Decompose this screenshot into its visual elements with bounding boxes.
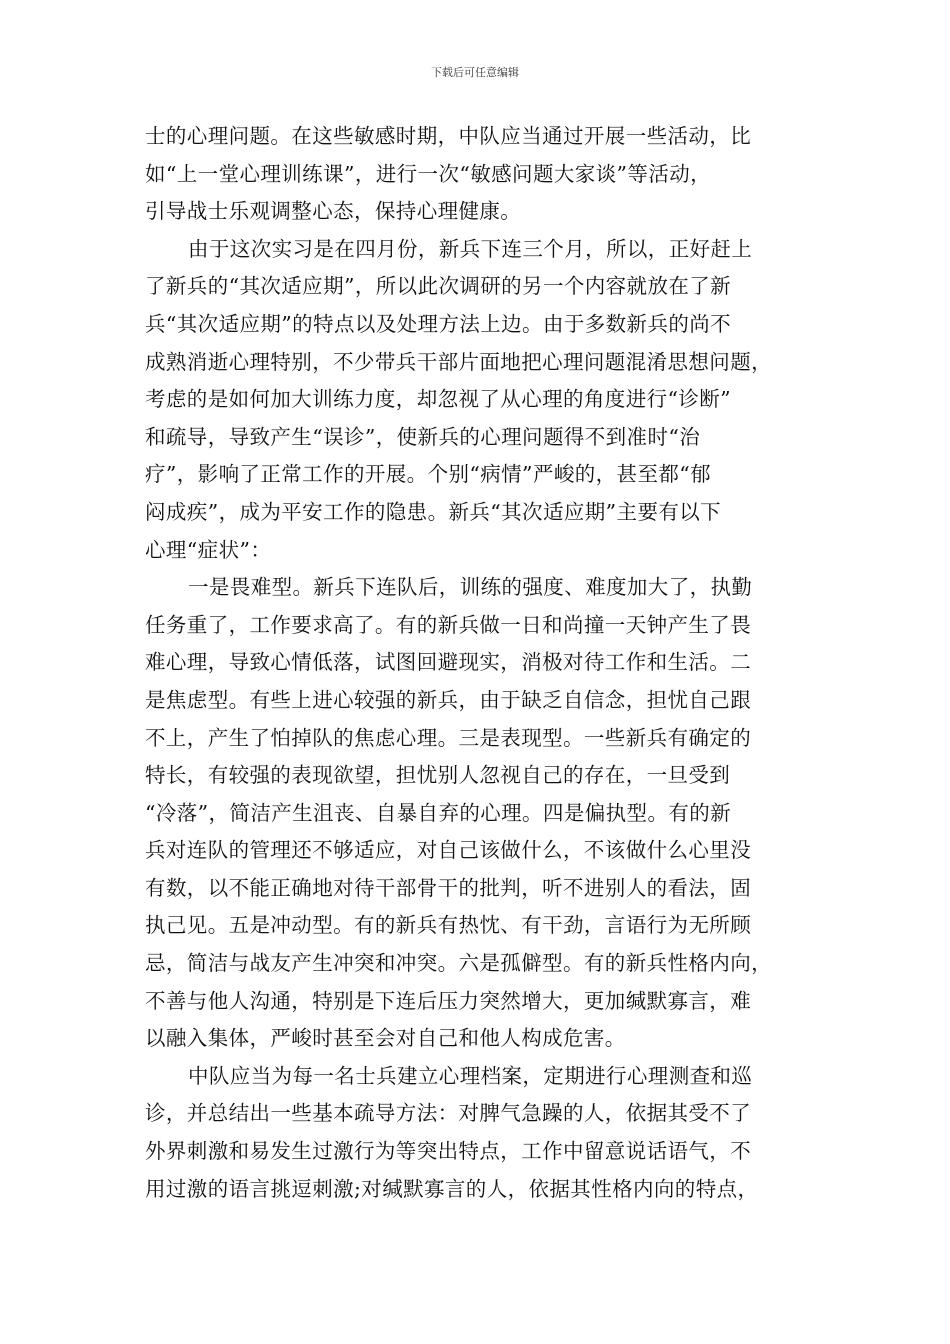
paragraph-line: 兵“其次适应期”的特点以及处理方法上边。由于多数新兵的尚不 [145,311,732,336]
paragraph-line: 不善与他人沟通，特别是下连后压力突然增大，更加缄默寡言，难 [145,988,752,1013]
paragraph-line: 难心理，导致心情低落，试图回避现实，消极对待工作和生活。二 [145,650,752,675]
paragraph-line: 引导战士乐观调整心态，保持心理健康。 [145,199,522,224]
paragraph-line: 闷成疾”，成为平安工作的隐患。新兵“其次适应期”主要有以下 [145,499,722,524]
paragraph-line: 不上，产生了怕掉队的焦虑心理。三是表现型。一些新兵有确定的 [145,725,752,750]
paragraph-line: 士的心理问题。在这些敏感时期，中队应当通过开展一些活动，比 [145,124,752,148]
paragraph-4 [145,1058,809,1208]
paragraph-line: 兵对连队的管理还不够适应，对自己该做什么，不该做什么心里没 [145,838,752,863]
paragraph-line: 外界刺激和易发生过激行为等突出特点，工作中留意说话语气，不 [145,1139,752,1164]
paragraph-line: 由于这次实习是在四月份，新兵下连三个月，所以，正好赶上 [188,236,753,261]
paragraph-line: 诊，并总结出一些基本疏导方法：对脾气急躁的人，依据其受不了 [145,1101,752,1126]
page-header-note: 下载后可任意编辑 [431,66,519,79]
paragraph-line: 以融入集体，严峻时甚至会对自己和他人构成危害。 [145,1026,626,1051]
paragraph-line: 成熟消逝心理特别，不少带兵干部片面地把心理问题混淆思想问题， [145,349,772,374]
paragraph-line: 如“上一堂心理训练课”，进行一次“敏感问题大家谈”等活动， [145,161,712,186]
paragraph-line: 一是畏难型。新兵下连队后，训练的强度、难度加大了，执勤 [188,575,753,600]
paragraph-3 [145,569,809,1058]
paragraph-line: 用过激的语言挑逗刺激;对缄默寡言的人，依据其性格内向的特点， [145,1176,759,1201]
paragraph-line: 疗”，影响了正常工作的开展。个别“病情”严峻的，甚至都“郁 [145,462,712,487]
paragraph-line: “冷落”，简洁产生沮丧、自暴自弃的心理。四是偏执型。有的新 [145,800,732,825]
paragraph-line: 中队应当为每一名士兵建立心理档案，定期进行心理测查和巡 [188,1063,753,1088]
document-body [145,118,809,1208]
paragraph-line: 有数，以不能正确地对待干部骨干的批判，听不进别人的看法，固 [145,875,752,900]
paragraph-line: 忌，简洁与战友产生冲突和冲突。六是孤僻型。有的新兵性格内向， [145,951,772,976]
paragraph-1 [145,118,809,231]
paragraph-line: 了新兵的“其次适应期”，所以此次调研的另一个内容就放在了新 [145,274,732,299]
paragraph-line: 考虑的是如何加大训练力度，却忽视了从心理的角度进行“诊断” [145,387,732,412]
paragraph-2 [145,231,809,569]
paragraph-line: 是焦虑型。有些上进心较强的新兵，由于缺乏自信念，担忧自己跟 [145,687,752,712]
paragraph-line: 任务重了，工作要求高了。有的新兵做一日和尚撞一天钟产生了畏 [145,612,752,637]
paragraph-line: 特长，有较强的表现欲望，担忧别人忽视自己的存在，一旦受到 [145,763,731,788]
paragraph-line: 心理“症状”： [145,537,272,562]
paragraph-line: 和疏导，导致产生“误诊”，使新兵的心理问题得不到准时“治 [145,424,701,449]
paragraph-line: 执己见。五是冲动型。有的新兵有热忱、有干劲，言语行为无所顾 [145,913,752,938]
